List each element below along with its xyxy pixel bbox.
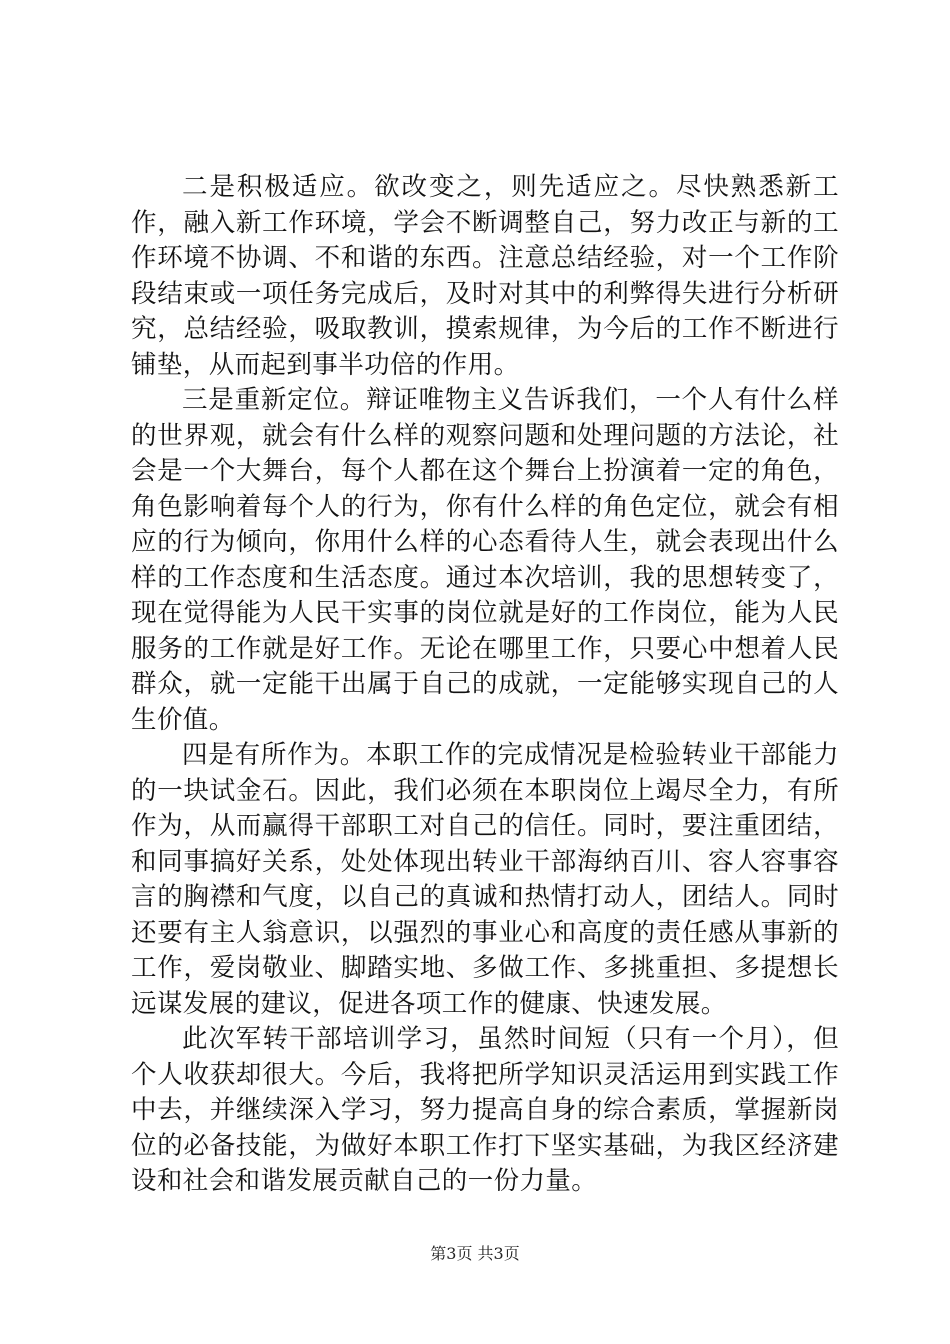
paragraph-active-adaptation: 二是积极适应。欲改变之，则先适应之。尽快熟悉新工作，融入新工作环境，学会不断调整自己，努力改正与新的工作环境不协调、不和谐的东西。注意总结经验，对一个工作阶段结束或一项任务完成后，及时对其中的利弊得失进行分析研究，总结经验，吸取教训，摸索规律，为今后的工作不断进行铺垫，从而起到事半功倍的作用。 [131,172,839,380]
paragraph-repositioning: 三是重新定位。辩证唯物主义告诉我们，一个人有什么样的世界观，就会有什么样的观察问题和处理问题的方法论，社会是一个大舞台，每个人都在这个舞台上扮演着一定的角色，角色影响着每个人的行为，你有什么样的角色定位，就会有相应的行为倾向，你用什么样的心态看待人生，就会表现出什么样的工作态度和生活态度。通过本次培训，我的思想转变了，现在觉得能为人民干实事的岗位就是好的工作岗位，能为人民服务的工作就是好工作。无论在哪里工作，只要心中想着人民群众，就一定能干出属于自己的成就，一定能够实现自己的人生价值。 [131,385,839,735]
paragraph-taking-action: 四是有所作为。本职工作的完成情况是检验转业干部能力的一块试金石。因此，我们必须在本职岗位上竭尽全力，有所作为，从而赢得干部职工对自己的信任。同时，要注重团结，和同事搞好关系，处处体现出转业干部海纳百川、容人容事容言的胸襟和气度，以自己的真诚和热情打动人，团结人。同时还要有主人翁意识，以强烈的事业心和高度的责任感从事新的工作，爱岗敬业、脚踏实地、多做工作、多挑重担、多提想长远谋发展的建议，促进各项工作的健康、快速发展。 [131,740,839,1019]
paragraph-conclusion: 此次军转干部培训学习，虽然时间短（只有一个月），但个人收获却很大。今后，我将把所学知识灵活运用到实践工作中去，并继续深入学习，努力提高自身的综合素质，掌握新岗位的必备技能，为做好本职工作打下坚实基础，为我区经济建设和社会和谐发展贡献自己的一份力量。 [131,1024,839,1196]
document-body [131,170,839,1200]
page-number-footer: 第3页 共3页 [430,1244,520,1263]
